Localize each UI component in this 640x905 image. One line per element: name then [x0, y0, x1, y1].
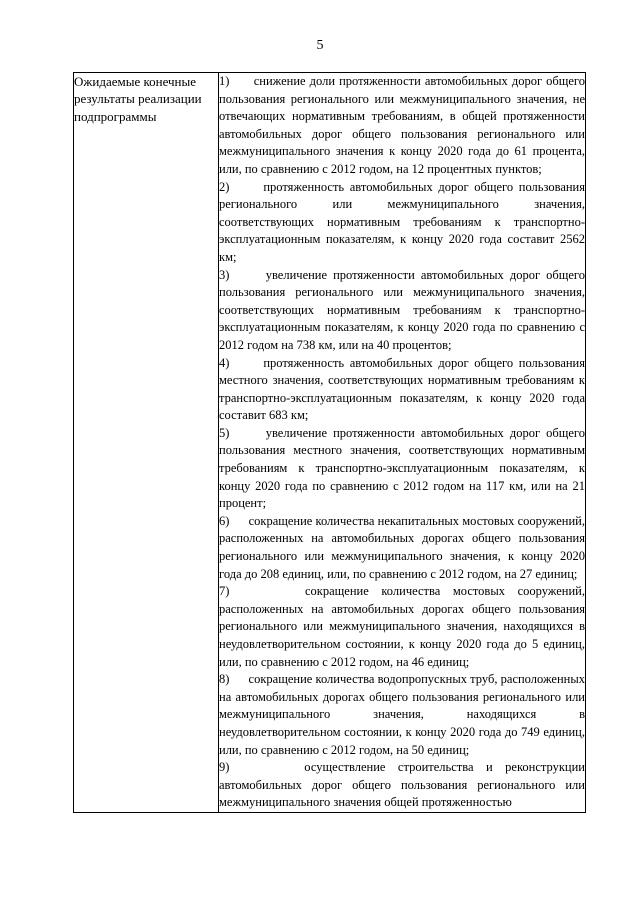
page-number: 5 [316, 38, 324, 53]
list-item: 9) осуществление строительства и реконструкции автомобильных дорог общего пользования регионального или межмуниципального значения общей протяженностью [219, 760, 585, 810]
list-item: 6) сокращение количества некапитальных мостовых сооружений, расположенных на автомобильных дорогах общего пользования регионального или межмуниципального значения, к концу 2020 года до 208 единиц, или, по сравнению с 2012 годом, на 27 единиц; [219, 513, 585, 581]
list-item: 1) снижение доли протяженности автомобильных дорог общего пользования регионального или межмуниципального значения, не отвечающих нормативным требованиям, в общей протяженности автомобильных дорог общего пользования регионального или межмуниципального значения к концу 2020 года до 61 процента, или, по сравнению с 2012 годом, на 12 процентных пунктов; [219, 74, 585, 176]
list-item: 5) увеличение протяженности автомобильных дорог общего пользования местного значения, соответствующих нормативным требованиям к транспортно-эксплуатационным показателям, к концу 2020 года по сравнению с 2012 годом на 117 км, или на 21 процент; [219, 425, 585, 511]
results-table [73, 72, 586, 813]
table-row [74, 73, 586, 813]
list-item: 3) увеличение протяженности автомобильных дорог общего пользования регионального или межмуниципального значения, соответствующих нормативным требованиям к транспортно-эксплуатационным показателям, к концу 2020 года по сравнению с 2012 годом на 738 км, или на 40 процентов; [219, 267, 585, 352]
list-item: 7) сокращение количества мостовых сооружений, расположенных на автомобильных дорогах общего пользования регионального или межмуниципального значения, находящихся в неудовлетворительном состоянии, к концу 2020 года до 5 единиц, или, по сравнению с 2012 годом, на 46 единиц; [219, 584, 585, 669]
row-content [219, 73, 586, 813]
list-item: 4) протяженность автомобильных дорог общего пользования местного значения, соответствующих нормативным требованиям к транспортно-эксплуатационным показателям, к концу 2020 года составит 683 км; [219, 355, 585, 423]
list-item: 2) протяженность автомобильных дорог общего пользования регионального или межмуниципального значения, соответствующих нормативным требованиям к транспортно-эксплуатационным показателям, к концу 2020 года составит 2562 км; [219, 179, 585, 264]
list-item: 8) сокращение количества водопропускных труб, расположенных на автомобильных дорогах общего пользования регионального или межмуниципального значения, находящихся в неудовлетворительном состоянии, к концу 2020 года до 749 единиц, или, по сравнению с 2012 годом, на 50 единиц; [219, 672, 585, 757]
row-label: Ожидаемые конечные результаты реализации подпрограммы [74, 73, 219, 813]
